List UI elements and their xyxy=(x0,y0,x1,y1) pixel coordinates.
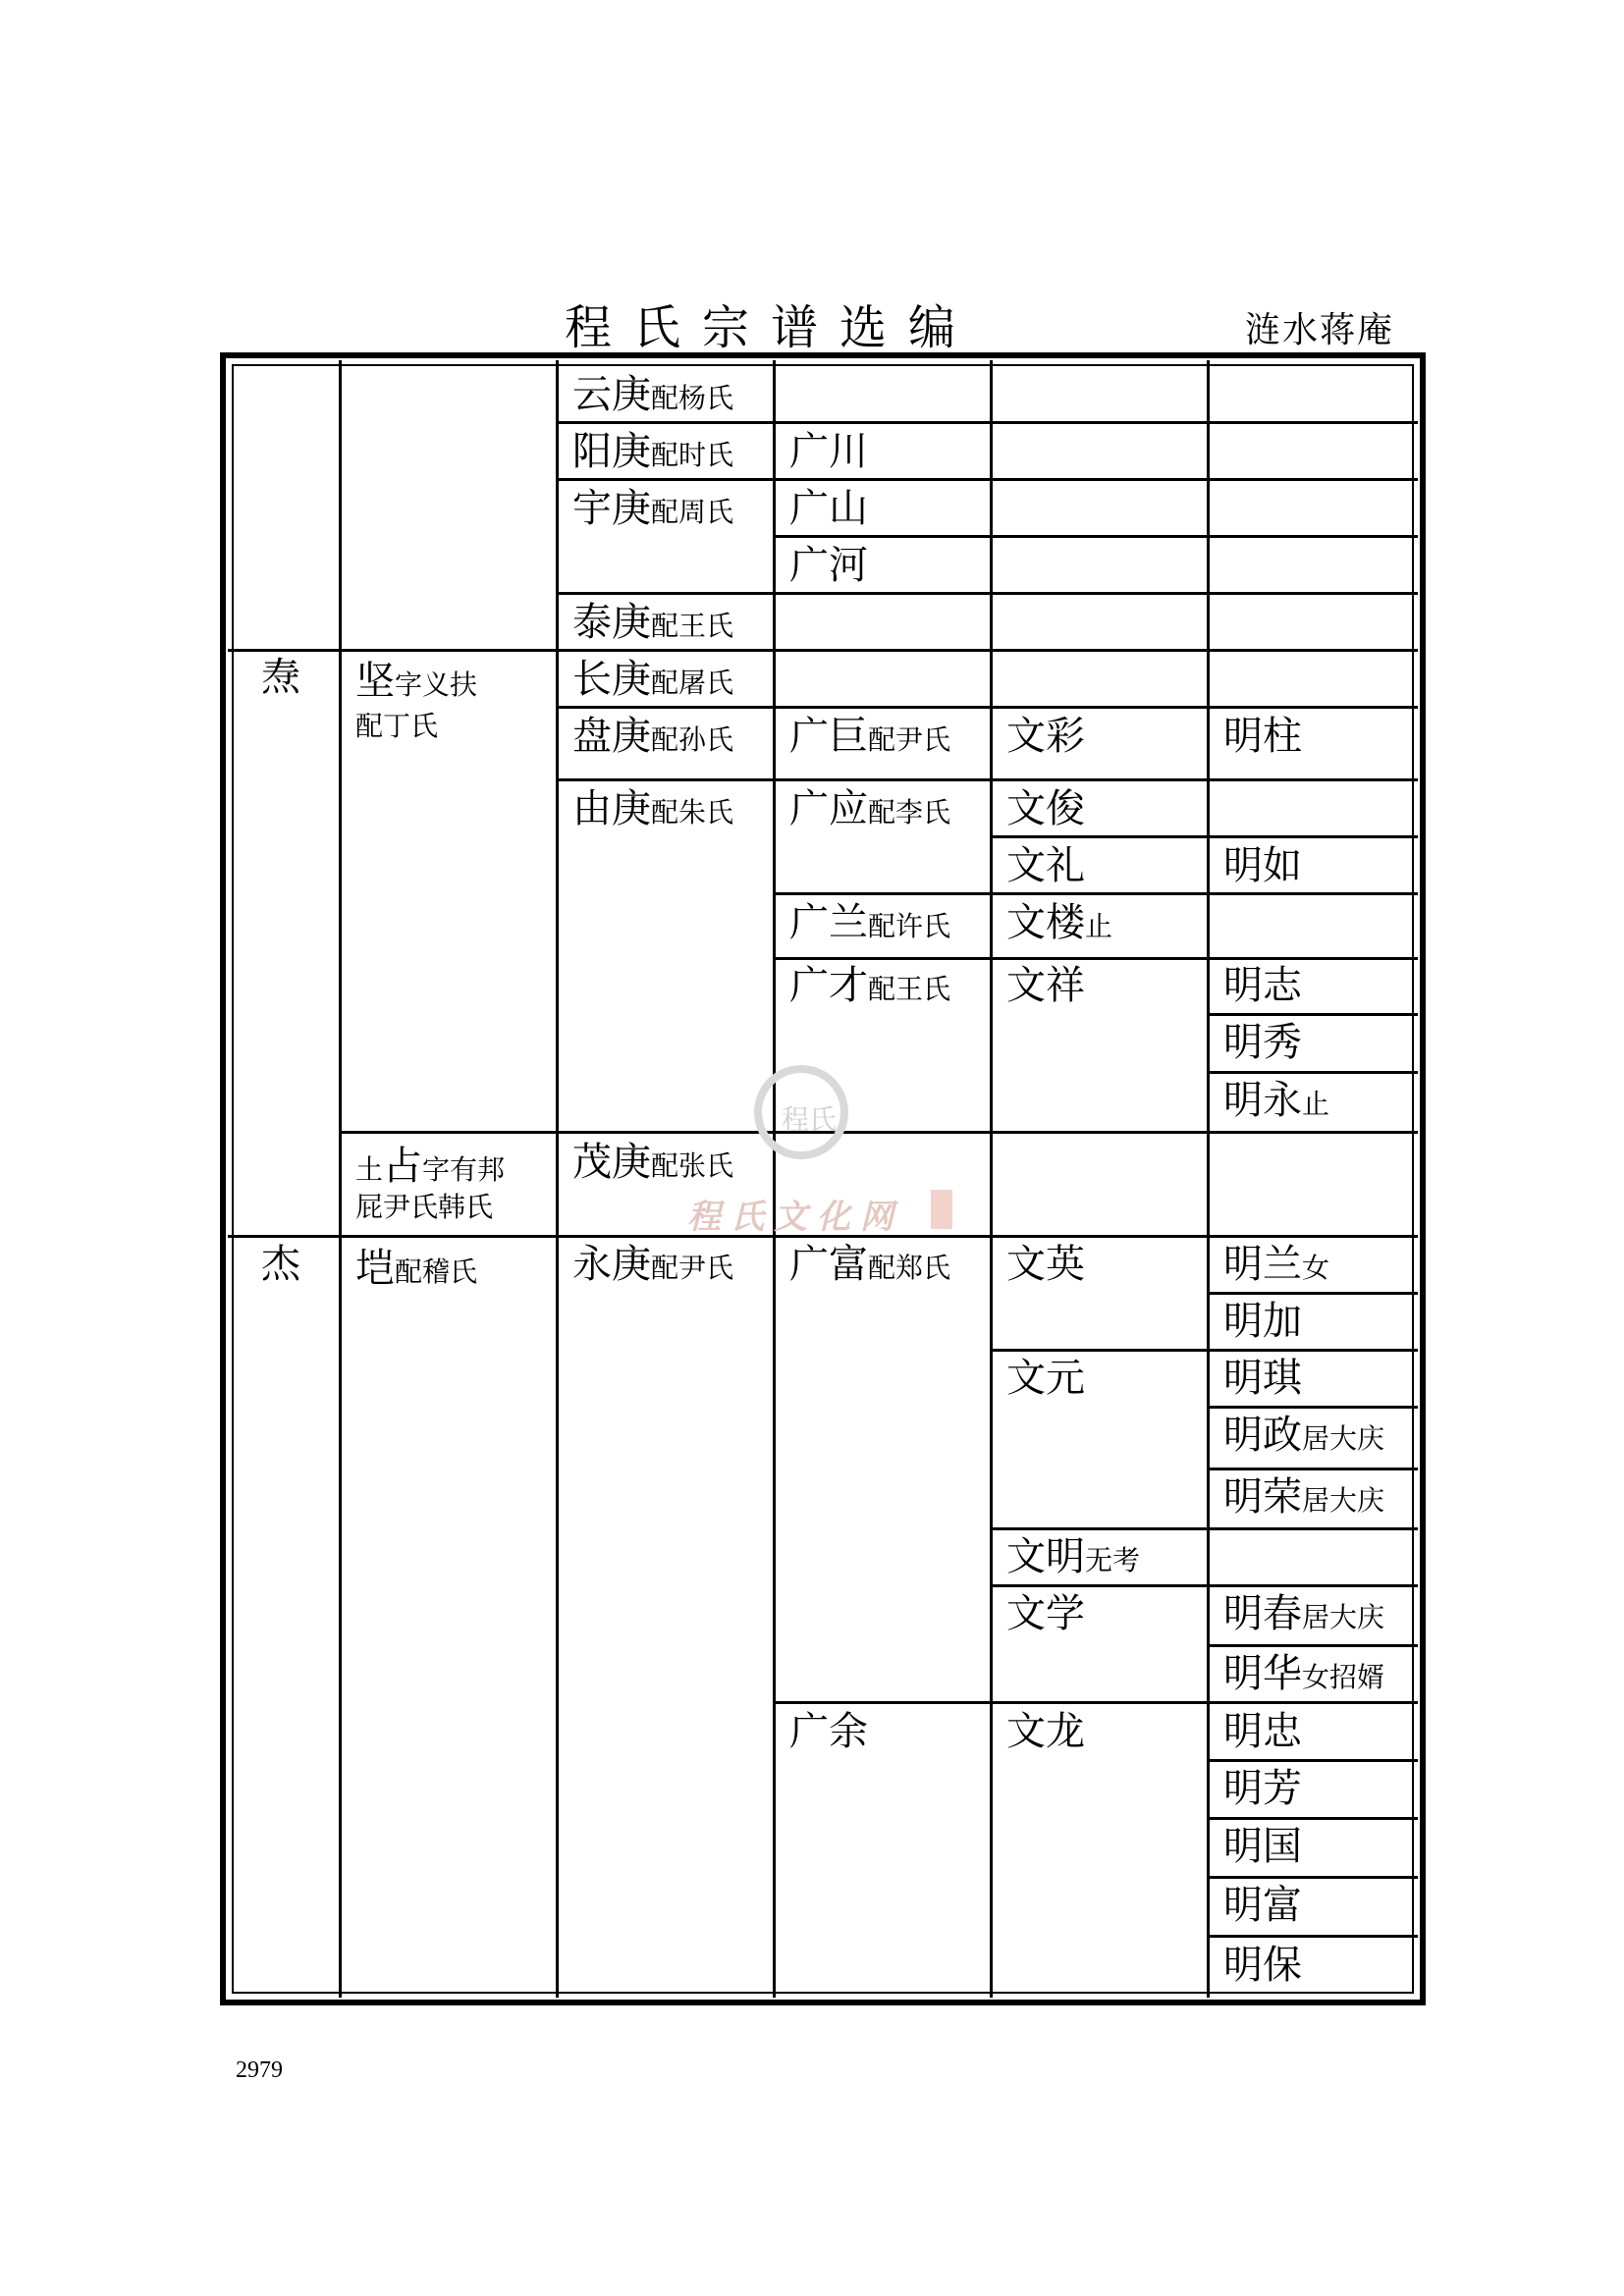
row-line xyxy=(990,1584,1418,1587)
row-line xyxy=(990,1527,1418,1530)
page-number: 2979 xyxy=(236,2057,283,2083)
person-note: 女 xyxy=(1302,1252,1330,1284)
row-line xyxy=(556,706,1418,709)
person-name: 泰庚 xyxy=(572,600,651,645)
row-line xyxy=(773,1701,1418,1704)
person-entry xyxy=(1223,1414,1384,1461)
person-name: 垲 xyxy=(355,1246,395,1291)
person-note: 配张氏 xyxy=(651,1149,734,1182)
person-note: 居大庆 xyxy=(1302,1422,1385,1455)
row-line xyxy=(1207,1876,1418,1879)
page-subtitle: 涟水蒋庵 xyxy=(1245,310,1395,350)
person-entry xyxy=(1223,964,1302,1007)
person-entry xyxy=(572,487,733,534)
person-entry xyxy=(1223,1710,1302,1753)
row-line xyxy=(773,957,1418,960)
person-entry xyxy=(572,1141,733,1188)
person-name: 占 xyxy=(383,1144,423,1189)
person-name: 长庚 xyxy=(572,657,651,702)
row-line xyxy=(1207,1406,1418,1409)
person-entry xyxy=(572,658,733,705)
row-line xyxy=(1207,1468,1418,1470)
person-name: 广河 xyxy=(789,543,868,588)
person-name: 明华 xyxy=(1223,1651,1302,1696)
row-line xyxy=(1207,1817,1418,1820)
person-entry xyxy=(572,430,733,477)
page-title: 程氏宗谱选编 xyxy=(565,300,978,355)
person-entry xyxy=(1223,1021,1302,1064)
person-entry xyxy=(572,601,733,648)
person-note: 字有邦 xyxy=(422,1153,506,1186)
person-name: 盘庚 xyxy=(572,714,651,759)
person-entry xyxy=(1006,844,1085,887)
person-note: 配王氏 xyxy=(868,973,951,1005)
person-note: 配周氏 xyxy=(651,496,734,528)
row-line xyxy=(556,592,1418,595)
person-note: 配郑氏 xyxy=(868,1252,951,1284)
person-entry xyxy=(1223,1825,1302,1868)
person-name: 云庚 xyxy=(572,372,651,417)
person-name: 文楼 xyxy=(1006,900,1085,945)
person-entry xyxy=(572,373,733,420)
person-entry xyxy=(1223,1357,1302,1400)
row-line xyxy=(990,835,1418,838)
person-entry xyxy=(789,1710,868,1753)
person-name: 明秀 xyxy=(1223,1020,1302,1065)
person-note: 配孙氏 xyxy=(651,723,734,756)
person-entry xyxy=(572,1243,733,1290)
person-name: 阳庚 xyxy=(572,429,651,474)
person-note: 屁尹氏韩氏 xyxy=(355,1191,494,1223)
watermark-seal-text: 程氏 xyxy=(782,1103,838,1136)
person-name: 文学 xyxy=(1006,1591,1085,1636)
person-entry xyxy=(1223,1767,1302,1810)
person-name: 广富 xyxy=(789,1242,868,1287)
person-name: 广山 xyxy=(789,486,868,531)
person-entry xyxy=(789,901,950,948)
person-entry xyxy=(789,715,950,762)
column-line xyxy=(339,360,342,1998)
person-entry xyxy=(1223,1300,1302,1343)
person-entry xyxy=(1223,1944,1302,1987)
person-name: 永庚 xyxy=(572,1242,651,1287)
person-entry xyxy=(789,487,868,530)
ancestor-name: 杰 xyxy=(261,1242,300,1287)
person-entry xyxy=(572,715,733,762)
person-entry xyxy=(355,660,477,707)
person-name: 明春 xyxy=(1223,1591,1302,1636)
row-line xyxy=(228,649,1418,652)
person-name: 广川 xyxy=(789,429,868,474)
person-entry xyxy=(1223,844,1302,887)
person-name: 明永 xyxy=(1223,1078,1302,1123)
person-note: 配王氏 xyxy=(651,610,734,642)
row-line xyxy=(1207,1759,1418,1762)
person-entry xyxy=(789,964,950,1011)
person-name: 广巨 xyxy=(789,714,868,759)
person-name: 茂庚 xyxy=(572,1140,651,1185)
person-note: 配杨氏 xyxy=(651,382,734,414)
person-note: 居大庆 xyxy=(1302,1601,1385,1633)
watermark-text: 程氏文化网 xyxy=(687,1198,903,1237)
column-line xyxy=(1207,360,1210,1998)
person-entry xyxy=(1223,1652,1384,1699)
person-name: 文明 xyxy=(1006,1534,1085,1579)
person-note: 配李氏 xyxy=(868,796,951,828)
person-name: 明保 xyxy=(1223,1943,1302,1988)
person-entry xyxy=(1006,1592,1085,1635)
person-name: 明如 xyxy=(1223,843,1302,888)
person-name: 文龙 xyxy=(1006,1709,1085,1754)
person-name: 广余 xyxy=(789,1709,868,1754)
person-entry xyxy=(1006,1243,1085,1286)
row-line xyxy=(1207,1071,1418,1074)
person-entry xyxy=(789,1243,950,1290)
person-entry xyxy=(1223,1079,1329,1126)
person-note: 配尹氏 xyxy=(651,1252,734,1284)
person-entry xyxy=(1223,715,1302,758)
row-line xyxy=(1207,1644,1418,1647)
person-name: 明琪 xyxy=(1223,1356,1302,1401)
person-entry xyxy=(789,787,950,834)
person-name: 明柱 xyxy=(1223,714,1302,759)
person-entry xyxy=(789,430,868,473)
watermark-seal-icon xyxy=(754,1065,848,1159)
person-entry xyxy=(1006,1357,1085,1400)
person-name: 明荣 xyxy=(1223,1474,1302,1520)
person-note: 配屠氏 xyxy=(651,667,734,699)
person-entry xyxy=(1223,1884,1302,1927)
person-note: 无考 xyxy=(1085,1544,1141,1576)
person-note: 字义扶 xyxy=(395,668,478,701)
person-entry xyxy=(1006,787,1085,830)
row-line xyxy=(556,421,1418,424)
person-name: 明忠 xyxy=(1223,1709,1302,1754)
person-name: 明加 xyxy=(1223,1299,1302,1344)
row-line xyxy=(1207,1935,1418,1938)
person-note: 居大庆 xyxy=(1302,1484,1385,1517)
person-entry xyxy=(789,544,868,587)
person-name: 文祥 xyxy=(1006,963,1085,1008)
person-name: 明芳 xyxy=(1223,1766,1302,1811)
person-entry xyxy=(355,1145,505,1192)
person-name: 文英 xyxy=(1006,1242,1085,1287)
person-name: 文俊 xyxy=(1006,786,1085,831)
column-line xyxy=(556,360,559,1998)
person-entry xyxy=(1006,1710,1085,1753)
person-note: 配朱氏 xyxy=(651,796,734,828)
person-note: 女招婿 xyxy=(1302,1661,1385,1693)
person-name: 由庚 xyxy=(572,786,651,831)
row-line xyxy=(1207,1292,1418,1295)
person-note: 配时氏 xyxy=(651,439,734,471)
person-name: 广应 xyxy=(789,786,868,831)
person-note: 配许氏 xyxy=(868,910,951,942)
person-name: 广兰 xyxy=(789,900,868,945)
person-name: 明政 xyxy=(1223,1413,1302,1458)
person-name: 宇庚 xyxy=(572,486,651,531)
person-name: 明兰 xyxy=(1223,1242,1302,1287)
person-entry xyxy=(1006,1535,1140,1582)
person-entry xyxy=(572,787,733,834)
person-name: 坚 xyxy=(355,659,395,704)
row-line xyxy=(339,1131,1418,1134)
person-note: 止 xyxy=(1302,1088,1330,1120)
person-name: 文元 xyxy=(1006,1356,1085,1401)
ancestor-name: 焘 xyxy=(261,655,300,700)
row-line xyxy=(556,778,1418,781)
row-line xyxy=(1207,1013,1418,1016)
person-note: 配稽氏 xyxy=(395,1255,478,1288)
person-name: 明富 xyxy=(1223,1883,1302,1928)
person-entry xyxy=(1006,901,1112,948)
row-line xyxy=(773,535,1418,538)
person-entry xyxy=(1223,1592,1384,1639)
watermark-stamp-icon xyxy=(931,1190,952,1229)
column-line xyxy=(990,360,993,1998)
person-entry xyxy=(1006,964,1085,1007)
person-note: 止 xyxy=(1085,910,1113,942)
person-entry xyxy=(1223,1243,1329,1290)
row-line xyxy=(556,478,1418,481)
person-name: 广才 xyxy=(789,963,868,1008)
column-line xyxy=(773,360,776,1998)
person-note: 配丁氏 xyxy=(355,710,439,742)
row-line xyxy=(990,1349,1418,1352)
row-line xyxy=(773,892,1418,895)
person-entry xyxy=(1006,715,1085,758)
person-note: 配尹氏 xyxy=(868,723,951,756)
person-name: 明国 xyxy=(1223,1824,1302,1869)
person-entry xyxy=(355,1247,477,1294)
person-entry xyxy=(1223,1475,1384,1522)
person-name: 文彩 xyxy=(1006,714,1085,759)
person-name: 明志 xyxy=(1223,963,1302,1008)
person-name: 文礼 xyxy=(1006,843,1085,888)
person-prefix: 土 xyxy=(355,1153,384,1186)
